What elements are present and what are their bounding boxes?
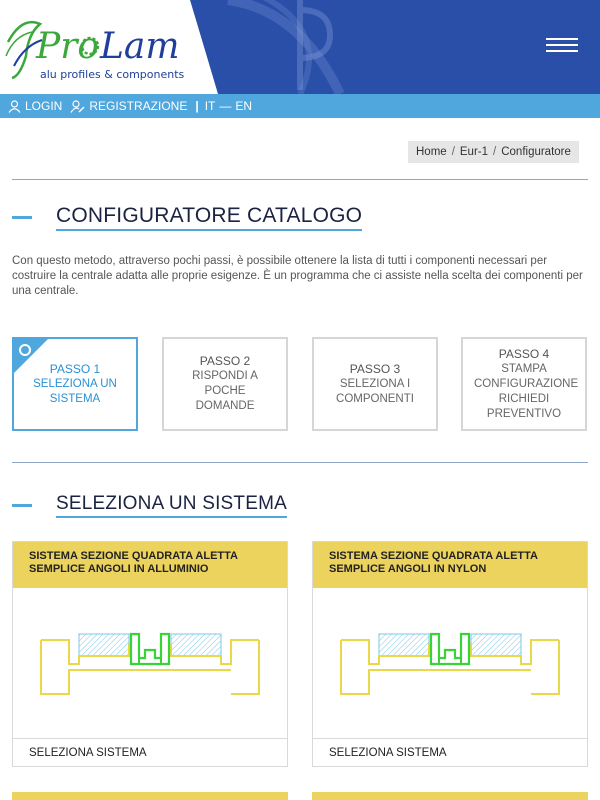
lang-it-link[interactable]: IT	[204, 99, 216, 113]
svg-text:Pro: Pro	[36, 26, 100, 67]
register-link[interactable]	[70, 99, 187, 113]
step-desc: STAMPA CONFIGURAZIONE RICHIEDI PREVENTIVO	[474, 362, 579, 420]
breadcrumb-eur1[interactable]: Eur-1	[459, 146, 489, 158]
select-system-button[interactable]: SELEZIONA SISTEMA	[313, 738, 587, 767]
breadcrumb-separator: /	[493, 146, 497, 158]
user-icon	[8, 100, 21, 113]
divider	[12, 462, 588, 463]
lang-en-link[interactable]: EN	[235, 99, 253, 113]
systems-heading	[12, 493, 287, 518]
step-number: PASSO 1	[49, 361, 101, 376]
step-number: PASSO 2	[199, 354, 251, 368]
lang-separator: —	[219, 99, 232, 113]
step-desc: SELEZIONA UN SISTEMA	[33, 377, 117, 405]
svg-text:Lam: Lam	[100, 26, 180, 67]
site-header	[0, 0, 600, 94]
breadcrumb-current: Configuratore	[501, 146, 571, 158]
select-system-button[interactable]: SELEZIONA SISTEMA	[13, 738, 287, 767]
target-icon	[19, 344, 31, 356]
heading-dash	[12, 504, 32, 507]
step-number: PASSO 3	[349, 361, 401, 376]
catalog-title: CONFIGURATORE CATALOGO	[56, 204, 362, 231]
register-label: REGISTRAZIONE	[89, 99, 188, 113]
login-link[interactable]	[8, 99, 62, 113]
system-card-nylon[interactable]	[312, 541, 588, 767]
menu-hamburger-icon[interactable]	[546, 38, 578, 58]
heading-dash	[12, 216, 32, 219]
catalog-intro: Con questo metodo, attraverso pochi passi, è possibile ottenere la lista di tutti i componenti necessari per costruire la centrale adatta alle proprie esigenze. È un programma che ci assiste nella scelta dei componenti per una centrale.	[12, 255, 583, 297]
card-title: SISTEMA SEZIONE QUADRATA ALETTA SEMPLICE ANGOLI IN NYLON	[313, 542, 587, 588]
system-card-aluminium[interactable]	[12, 541, 288, 767]
step-2[interactable]	[162, 337, 288, 431]
topbar-separator: |	[195, 99, 199, 113]
systems-title: SELEZIONA UN SISTEMA	[56, 493, 287, 518]
breadcrumb-home[interactable]: Home	[416, 146, 447, 158]
breadcrumb	[408, 141, 579, 163]
account-bar	[0, 94, 600, 118]
divider	[12, 179, 588, 180]
step-3[interactable]	[312, 337, 438, 431]
breadcrumb-separator: /	[451, 146, 455, 158]
step-desc: RISPONDI A POCHE DOMANDE	[192, 370, 258, 412]
step-desc: SELEZIONA I COMPONENTI	[336, 377, 414, 405]
step-4[interactable]	[461, 337, 587, 431]
system-card-partial[interactable]	[12, 792, 288, 800]
login-label: LOGIN	[25, 99, 63, 113]
card-title: SISTEMA SEZIONE QUADRATA ALETTA SEMPLICE ANGOLI IN ALLUMINIO	[13, 542, 287, 588]
step-number: PASSO 4	[498, 346, 550, 361]
step-1[interactable]	[12, 337, 138, 431]
prolam-logo[interactable]	[2, 6, 192, 90]
profile-section-image	[313, 588, 587, 738]
user-edit-icon	[70, 100, 85, 113]
system-card-partial[interactable]	[312, 792, 588, 800]
active-corner	[14, 339, 48, 373]
catalog-heading	[12, 204, 362, 231]
profile-section-image	[13, 588, 287, 738]
svg-text:alu profiles & components: alu profiles & components	[40, 68, 185, 81]
